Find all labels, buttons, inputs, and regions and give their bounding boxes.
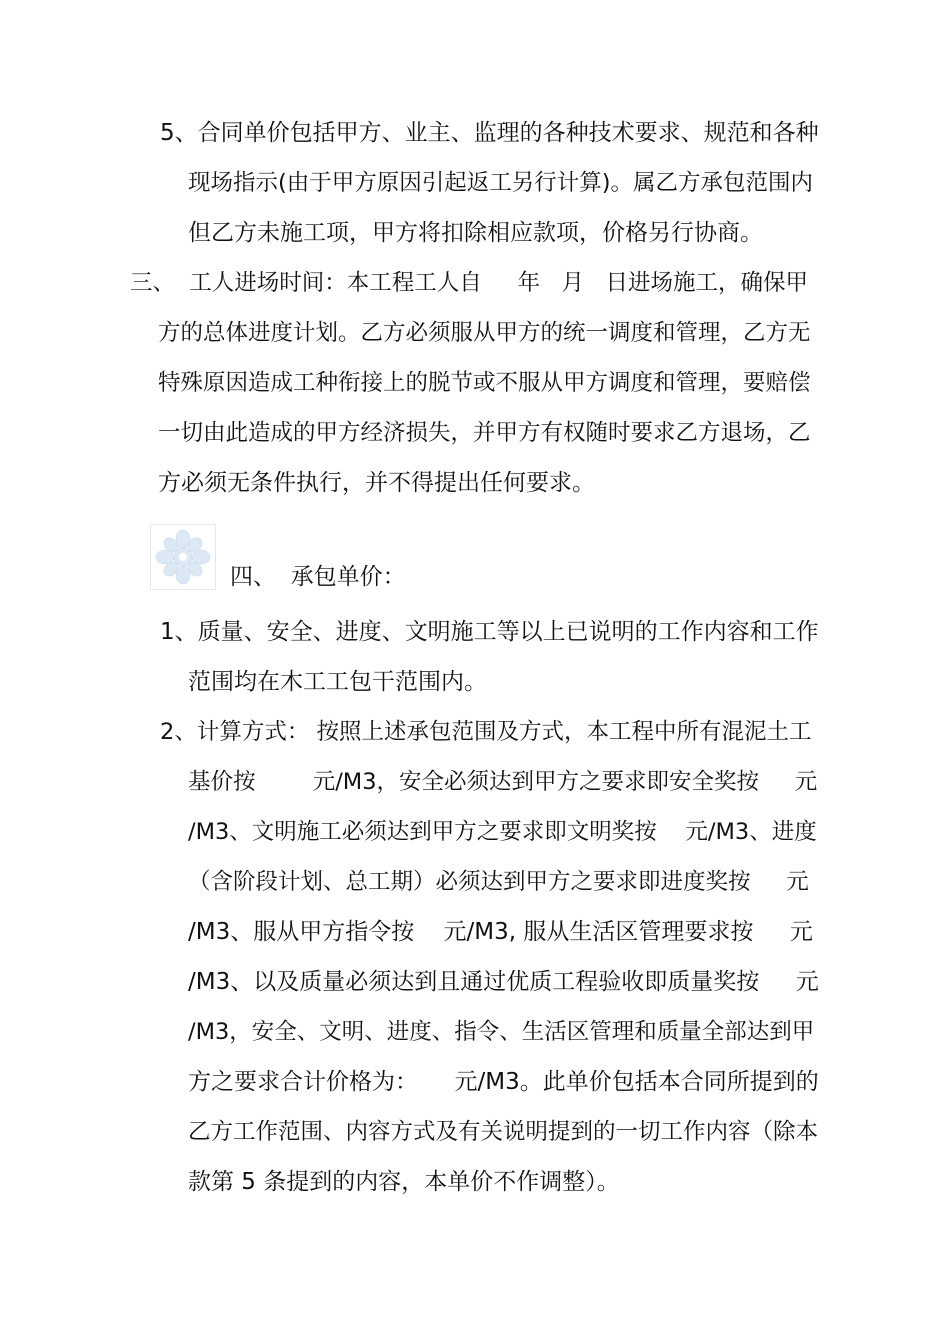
item2-line6: /M3、以及质量必须达到且通过优质工程验收即质量奖按 元 [188, 969, 819, 995]
item5-line3: 但乙方未施工项，甲方将扣除相应款项，价格另行协商。 [188, 220, 763, 246]
item5-line2: 现场指示(由于甲方原因引起返工另行计算)。属乙方承包范围内 [188, 170, 814, 196]
item2-line9: 乙方工作范围、内容方式及有关说明提到的一切工作内容（除本 [188, 1119, 819, 1145]
item2-line2: 基价按 元/M3，安全必须达到甲方之要求即安全奖按 元 [188, 769, 818, 795]
section3-line4: 一切由此造成的甲方经济损失，并甲方有权随时要求乙方退场，乙 [158, 420, 811, 446]
section3-line3: 特殊原因造成工种衔接上的脱节或不服从甲方调度和管理，要赔偿 [158, 370, 811, 396]
item2-line10: 款第 5 条提到的内容，本单价不作调整）。 [188, 1169, 620, 1195]
snowflake-logo-graphic [151, 525, 215, 589]
item1-line2: 范围均在木工工包干范围内。 [188, 669, 487, 695]
item1-line1: 1、质量、安全、进度、文明施工等以上已说明的工作内容和工作 [160, 619, 819, 645]
item2-line4: （含阶段计划、总工期）必须达到甲方之要求即进度奖按 元 [188, 869, 809, 895]
item2-line7: /M3，安全、文明、进度、指令、生活区管理和质量全部达到甲 [188, 1019, 815, 1045]
snowflake-logo-icon [150, 524, 216, 590]
item2-line3: /M3、文明施工必须达到甲方之要求即文明奖按 元/M3、进度 [188, 819, 817, 845]
item5-line1: 5、合同单价包括甲方、业主、监理的各种技术要求、规范和各种 [160, 120, 819, 146]
item2-line1: 2、计算方式： 按照上述承包范围及方式，本工程中所有混泥土工 [160, 719, 812, 745]
item2-line8: 方之要求合计价格为： 元/M3。此单价包括本合同所提到的 [188, 1069, 819, 1095]
section4-heading: 四、 承包单价： [230, 564, 406, 590]
section3-line2: 方的总体进度计划。乙方必须服从甲方的统一调度和管理，乙方无 [158, 320, 811, 346]
item2-line5: /M3、服从甲方指令按 元/M3, 服从生活区管理要求按 元 [188, 919, 813, 945]
section3-line1: 三、 工人进场时间：本工程工人自 年 月 日进场施工，确保甲 [130, 270, 808, 296]
section3-line5: 方必须无条件执行，并不得提出任何要求。 [158, 470, 595, 496]
